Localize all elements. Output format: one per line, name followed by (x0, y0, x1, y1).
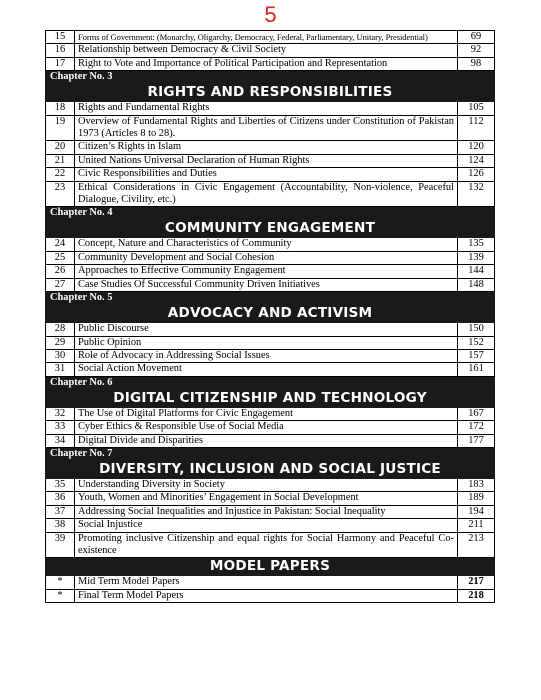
topic-title: Relationship between Democracy & Civil Society (75, 44, 458, 57)
toc-row (46, 181, 495, 207)
chapter-header-row (46, 447, 495, 460)
toc-row (46, 44, 495, 57)
topic-page: 148 (458, 278, 495, 291)
topic-title: Concept, Nature and Characteristics of Community (75, 238, 458, 251)
topic-title: Social Action Movement (75, 363, 458, 376)
toc-row (46, 576, 495, 589)
topic-number: 36 (46, 492, 75, 505)
section-title-row (46, 389, 495, 407)
chapter-label: Chapter No. 5 (46, 292, 495, 305)
topic-page: 157 (458, 349, 495, 362)
topic-number: 23 (46, 181, 75, 207)
chapter-header-row (46, 376, 495, 389)
toc-row (46, 421, 495, 434)
topic-page: 161 (458, 363, 495, 376)
toc-row (46, 532, 495, 558)
section-title-row (46, 84, 495, 102)
topic-number: 28 (46, 323, 75, 336)
topic-title: Digital Divide and Disparities (75, 434, 458, 447)
section-title: MODEL PAPERS (46, 558, 495, 576)
topic-page: 211 (458, 519, 495, 532)
topic-number: 39 (46, 532, 75, 558)
topic-page: 92 (458, 44, 495, 57)
topic-page: 194 (458, 505, 495, 518)
toc-row (46, 323, 495, 336)
topic-number: 20 (46, 141, 75, 154)
toc-row (46, 265, 495, 278)
chapter-label: Chapter No. 4 (46, 207, 495, 220)
topic-title: Community Development and Social Cohesion (75, 251, 458, 264)
section-title-row (46, 220, 495, 238)
topic-number: 16 (46, 44, 75, 57)
topic-page: 167 (458, 407, 495, 420)
topic-page: 124 (458, 154, 495, 167)
topic-title: Case Studies Of Successful Community Driven Initiatives (75, 278, 458, 291)
topic-number: 19 (46, 115, 75, 141)
topic-title: Cyber Ethics & Responsible Use of Social Media (75, 421, 458, 434)
chapter-header-row (46, 71, 495, 84)
topic-number: 32 (46, 407, 75, 420)
topic-page: 218 (458, 589, 495, 602)
chapter-header-row (46, 292, 495, 305)
chapter-label: Chapter No. 6 (46, 376, 495, 389)
toc-row (46, 505, 495, 518)
toc-row (46, 363, 495, 376)
topic-title: Mid Term Model Papers (75, 576, 458, 589)
topic-title: Forms of Government: (Monarchy, Oligarchy, Democracy, Federal, Parliamentary, Unitary, Presidential) (75, 31, 458, 44)
toc-row (46, 589, 495, 602)
topic-title: Youth, Women and Minorities’ Engagement in Social Development (75, 492, 458, 505)
topic-number: 24 (46, 238, 75, 251)
topic-number: 22 (46, 168, 75, 181)
toc-row (46, 102, 495, 115)
toc-row (46, 278, 495, 291)
topic-title: Ethical Considerations in Civic Engagement (Accountability, Non-violence, Peaceful Dialogue, Civility, etc.) (75, 181, 458, 207)
topic-page: 112 (458, 115, 495, 141)
topic-title: Overview of Fundamental Rights and Liberties of Citizens under Constitution of Pakistan 1973 (Articles 8 to 28). (75, 115, 458, 141)
toc-row (46, 31, 495, 44)
toc-row (46, 492, 495, 505)
topic-number: 25 (46, 251, 75, 264)
topic-page: 217 (458, 576, 495, 589)
topic-number: 31 (46, 363, 75, 376)
topic-number: 29 (46, 336, 75, 349)
topic-page: 172 (458, 421, 495, 434)
topic-number: 33 (46, 421, 75, 434)
section-title: ADVOCACY AND ACTIVISM (46, 305, 495, 323)
topic-page: 132 (458, 181, 495, 207)
toc-row (46, 141, 495, 154)
topic-title: Social Injustice (75, 519, 458, 532)
topic-title: Understanding Diversity in Society (75, 478, 458, 491)
topic-page: 189 (458, 492, 495, 505)
topic-title: Public Opinion (75, 336, 458, 349)
section-title: DIGITAL CITIZENSHIP AND TECHNOLOGY (46, 389, 495, 407)
toc-row (46, 434, 495, 447)
topic-page: 105 (458, 102, 495, 115)
topic-number: 21 (46, 154, 75, 167)
topic-page: 144 (458, 265, 495, 278)
topic-page: 120 (458, 141, 495, 154)
topic-title: Rights and Fundamental Rights (75, 102, 458, 115)
topic-number: 35 (46, 478, 75, 491)
table-of-contents (45, 30, 495, 603)
toc-row (46, 336, 495, 349)
section-title: COMMUNITY ENGAGEMENT (46, 220, 495, 238)
topic-title: Approaches to Effective Community Engagement (75, 265, 458, 278)
topic-page: 126 (458, 168, 495, 181)
topic-number: 37 (46, 505, 75, 518)
topic-page: 183 (458, 478, 495, 491)
topic-title: Public Discourse (75, 323, 458, 336)
topic-number: * (46, 576, 75, 589)
topic-title: Right to Vote and Importance of Political Participation and Representation (75, 57, 458, 70)
topic-title: Role of Advocacy in Addressing Social Issues (75, 349, 458, 362)
topic-number: 15 (46, 31, 75, 44)
toc-row (46, 115, 495, 141)
topic-title: Addressing Social Inequalities and Injustice in Pakistan: Social Inequality (75, 505, 458, 518)
section-title-row (46, 558, 495, 576)
toc-row (46, 251, 495, 264)
chapter-header-row (46, 207, 495, 220)
topic-number: 26 (46, 265, 75, 278)
topic-number: 18 (46, 102, 75, 115)
topic-number: * (46, 589, 75, 602)
toc-row (46, 478, 495, 491)
topic-page: 139 (458, 251, 495, 264)
topic-page: 150 (458, 323, 495, 336)
section-title-row (46, 460, 495, 478)
topic-page: 152 (458, 336, 495, 349)
topic-number: 17 (46, 57, 75, 70)
topic-page: 135 (458, 238, 495, 251)
topic-title: Citizen’s Rights in Islam (75, 141, 458, 154)
chapter-label: Chapter No. 3 (46, 71, 495, 84)
toc-row (46, 349, 495, 362)
section-title-row (46, 305, 495, 323)
section-title: RIGHTS AND RESPONSIBILITIES (46, 84, 495, 102)
topic-title: United Nations Universal Declaration of Human Rights (75, 154, 458, 167)
toc-row (46, 238, 495, 251)
topic-title: Civic Responsibilities and Duties (75, 168, 458, 181)
topic-page: 213 (458, 532, 495, 558)
section-title: DIVERSITY, INCLUSION AND SOCIAL JUSTICE (46, 460, 495, 478)
toc-row (46, 57, 495, 70)
topic-title: Final Term Model Papers (75, 589, 458, 602)
topic-title: Promoting inclusive Citizenship and equal rights for Social Harmony and Peaceful Co-existence (75, 532, 458, 558)
toc-row (46, 154, 495, 167)
toc-row (46, 519, 495, 532)
toc-row (46, 168, 495, 181)
topic-number: 38 (46, 519, 75, 532)
topic-number: 27 (46, 278, 75, 291)
topic-page: 177 (458, 434, 495, 447)
topic-title: The Use of Digital Platforms for Civic Engagement (75, 407, 458, 420)
topic-page: 69 (458, 31, 495, 44)
chapter-label: Chapter No. 7 (46, 447, 495, 460)
topic-number: 34 (46, 434, 75, 447)
toc-row (46, 407, 495, 420)
topic-page: 98 (458, 57, 495, 70)
page-number: 5 (264, 2, 277, 27)
topic-number: 30 (46, 349, 75, 362)
